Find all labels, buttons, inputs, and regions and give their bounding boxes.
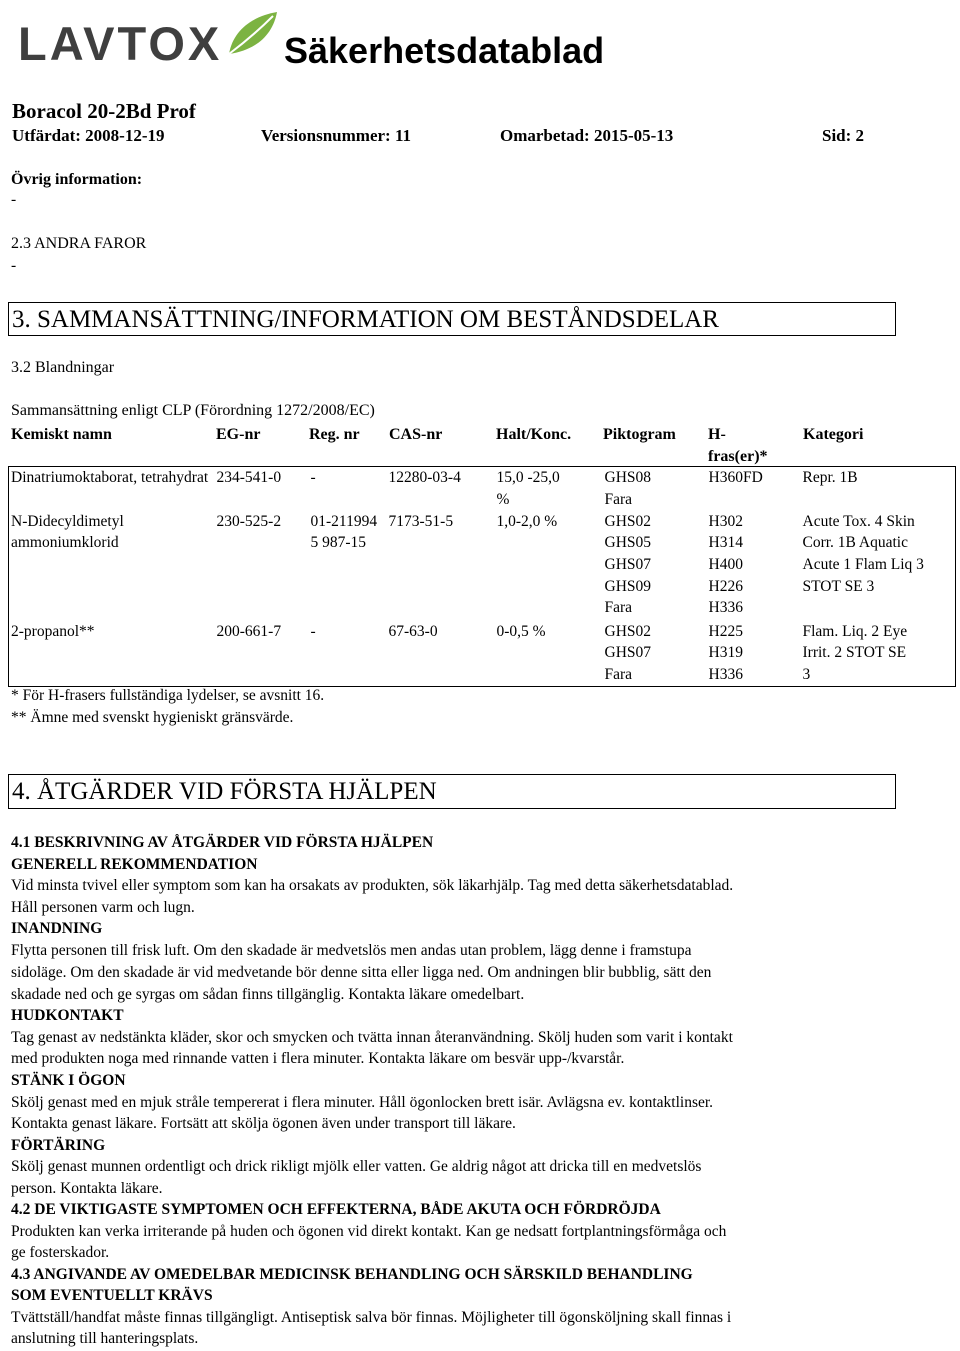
ingestion-text-1: Skölj genast munnen ordentligt och drick rikligt mjölk eller vatten. Ge aldrig något att dricka till en medvetslös: [11, 1158, 702, 1175]
skin-title: HUDKONTAKT: [11, 1007, 124, 1024]
composition-table: [8, 466, 956, 687]
inhalation-text-2: sidoläge. Om den skadade är vid medvetande bör denne sitta eller ligga ned. Om andningen blir bubblig, sätt den: [11, 964, 712, 981]
cell-category: Flam. Liq. 2 Eye Irrit. 2 STOT SE 3: [802, 622, 908, 683]
skin-text-1: Tag genast av nedstänkta kläder, skor och smycken och tvätta innan återanvändning. Skölj huden som varit i kontakt: [11, 1029, 733, 1046]
col-header-hphrase-l2: fras(er)*: [708, 447, 768, 465]
composition-title: Sammansättning enligt CLP (Förordning 1272/2008/EC): [11, 402, 375, 419]
col-header-pictogram: Piktogram: [603, 426, 676, 443]
col-header-cas: CAS-nr: [389, 426, 443, 443]
col-header-name: Kemiskt namn: [11, 426, 112, 443]
inhalation-text-1: Flytta personen till frisk luft. Om den skadade är medvetslös men andas utan problem, lägg denne i framstupa: [11, 942, 692, 959]
cell-eg: 230-525-2: [216, 512, 282, 530]
cell-reg: -: [310, 622, 316, 640]
general-text-1: Vid minsta tvivel eller symptom som kan ha orsakats av produkten, sök läkarhjälp. Tag med detta säkerhetsdatablad.: [11, 877, 734, 894]
general-title: GENERELL REKOMMENDATION: [11, 856, 258, 873]
cell-reg: -: [310, 469, 316, 486]
section-2-3-value: -: [11, 257, 17, 274]
version-number: Versionsnummer: 11: [261, 126, 412, 145]
table-row: [9, 511, 956, 621]
section-4-3-text-2: anslutning till hanteringsplats.: [11, 1330, 199, 1347]
cell-pictogram: GHS08 Fara: [604, 469, 652, 508]
cell-conc: 0-0,5 %: [496, 622, 546, 640]
inhalation-title: INANDNING: [11, 920, 103, 937]
page-number: Sid: 2: [822, 126, 865, 145]
section-4-heading: [8, 774, 896, 809]
cell-name: 2-propanol**: [11, 622, 95, 640]
issued-date: Utfärdat: 2008-12-19: [12, 126, 165, 145]
inhalation-text-3: skadade ned och ge syrgas om sådan finns tillgänglig. Kontakta läkare omedelbart.: [11, 986, 525, 1003]
col-header-hphrase: [708, 424, 768, 467]
cell-pictogram: GHS02 GHS05 GHS07 GHS09 Fara: [604, 512, 652, 617]
other-info-value: -: [11, 191, 17, 208]
col-header-conc: Halt/Konc.: [496, 426, 572, 443]
col-header-eg: EG-nr: [216, 426, 261, 443]
logo-text: LAVTOX: [18, 17, 223, 70]
section-4-2-text-2: ge fosterskador.: [11, 1244, 110, 1261]
cell-hphrase: H360FD: [708, 469, 763, 486]
product-name: Boracol 20-2Bd Prof: [12, 99, 196, 123]
cell-conc: 15,0 -25,0 %: [496, 469, 560, 508]
cell-category: Repr. 1B: [802, 469, 858, 486]
section-4-title: 4. ÅTGÄRDER VID FÖRSTA HJÄLPEN: [12, 778, 437, 805]
cell-eg: 200-661-7: [216, 622, 282, 640]
section-3-heading: [8, 302, 896, 336]
footnote-hygienic-limit: ** Ämne med svenskt hygieniskt gränsvärde.: [11, 709, 294, 726]
company-logo: [18, 8, 263, 70]
table-row: [9, 621, 956, 687]
col-header-hphrase-l1: H-: [708, 426, 726, 443]
general-text-2: Håll personen varm och lugn.: [11, 899, 195, 916]
col-header-category: Kategori: [803, 426, 864, 443]
section-4-3-title-2: SOM EVENTUELLT KRÄVS: [11, 1287, 213, 1304]
section-2-3-title: 2.3 ANDRA FAROR: [11, 235, 147, 252]
eye-text-2: Kontakta genast läkare. Fortsätt att skölja ögonen även under transport till läkare.: [11, 1115, 516, 1132]
table-row: [9, 467, 956, 511]
section-4-3-title-1: 4.3 ANGIVANDE AV OMEDELBAR MEDICINSK BEHANDLING OCH SÄRSKILD BEHANDLING: [11, 1266, 693, 1283]
skin-text-2: med produkten noga med rinnande vatten i flera minuter. Kontakta läkare om besvär upp-/kvarstår.: [11, 1050, 625, 1067]
cell-eg: 234-541-0: [216, 469, 282, 486]
cell-cas: 7173-51-5: [388, 512, 454, 530]
col-header-reg: Reg. nr: [309, 426, 360, 443]
cell-cas: 67-63-0: [388, 622, 438, 640]
cell-reg: 01-2119945 987-15: [310, 512, 378, 552]
eye-text-1: Skölj genast med en mjuk stråle tempererat i flera minuter. Håll ögonlocken brett isär. Avlägsna ev. kontaktlinser.: [11, 1094, 714, 1111]
cell-hphrase: H225 H319 H336: [708, 622, 743, 683]
ingestion-text-2: person. Kontakta läkare.: [11, 1180, 163, 1197]
section-4-2-text-1: Produkten kan verka irriterande på huden och ögonen vid direkt kontakt. Kan ge nedsatt fortplantningsförmåga och: [11, 1223, 727, 1240]
cell-cas: 12280-03-4: [388, 469, 461, 486]
cell-conc: 1,0-2,0 %: [496, 512, 558, 530]
eye-title: STÄNK I ÖGON: [11, 1072, 126, 1089]
section-4-1-title: 4.1 BESKRIVNING AV ÅTGÄRDER VID FÖRSTA HJÄLPEN: [11, 834, 434, 851]
section-3-2-title: 3.2 Blandningar: [11, 359, 115, 376]
other-info-label: Övrig information:: [11, 171, 143, 188]
section-3-title: 3. SAMMANSÄTTNING/INFORMATION OM BESTÅNDSDELAR: [12, 306, 719, 333]
revised-date: Omarbetad: 2015-05-13: [500, 126, 674, 145]
cell-name: N-Didecyldimetyl ammoniumklorid: [11, 512, 124, 552]
leaf-icon: [223, 8, 279, 60]
ingestion-title: FÖRTÄRING: [11, 1137, 106, 1154]
document-title: Säkerhetsdatablad: [284, 30, 605, 71]
cell-name: Dinatriumoktaborat, tetrahydrat: [11, 469, 209, 486]
section-4-2-title: 4.2 DE VIKTIGASTE SYMPTOMEN OCH EFFEKTERNA, BÅDE AKUTA OCH FÖRDRÖJDA: [11, 1201, 661, 1218]
cell-pictogram: GHS02 GHS07 Fara: [604, 622, 652, 683]
cell-category: Acute Tox. 4 Skin Corr. 1B Aquatic Acute 1 Flam Liq 3 STOT SE 3: [802, 512, 924, 595]
cell-hphrase: H302 H314 H400 H226 H336: [708, 512, 743, 617]
section-4-3-text-1: Tvättställ/handfat måste finnas tillgängligt. Antiseptisk salva bör finnas. Möjligheter till ögonsköljning skall finnas i: [11, 1309, 732, 1326]
footnote-h-phrases: * För H-frasers fullständiga lydelser, se avsnitt 16.: [11, 687, 325, 704]
